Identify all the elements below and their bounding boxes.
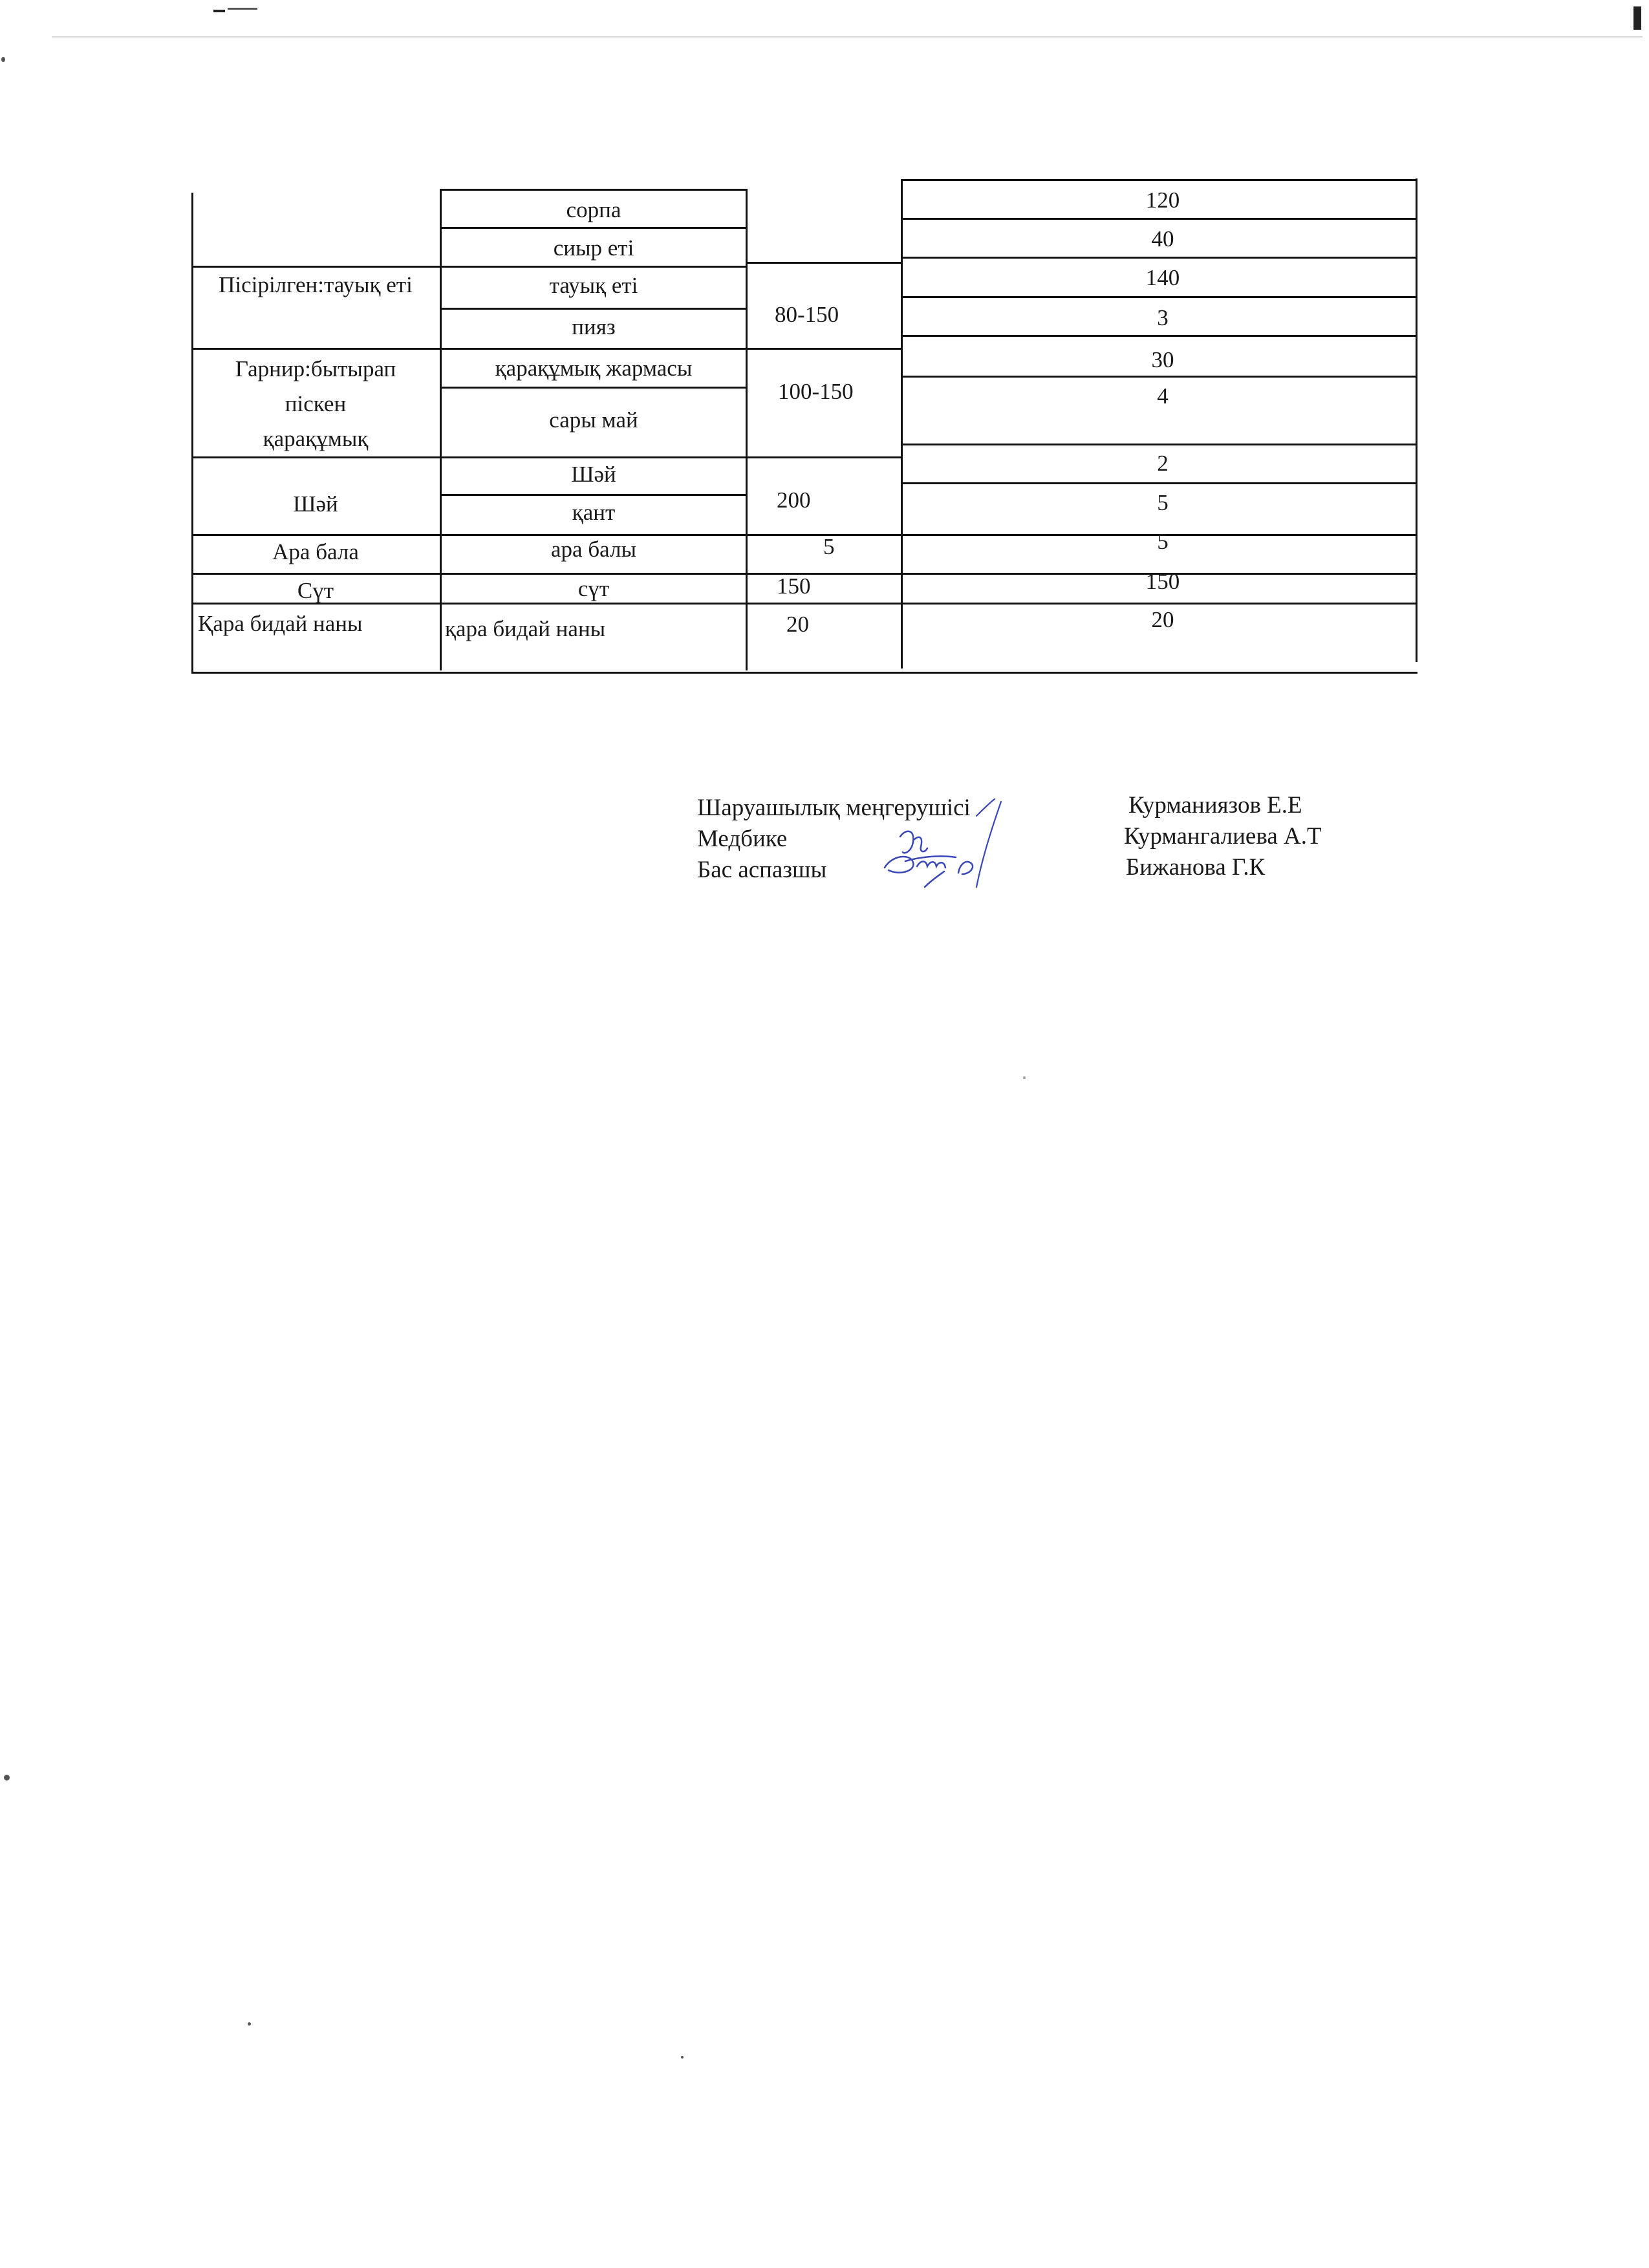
row-line (901, 482, 1417, 484)
row-line (901, 376, 1417, 378)
amount-sorpa: 120 (1145, 187, 1180, 213)
ingredient-onion: пияз (572, 314, 616, 339)
dish-bread: Қара бидай наны (198, 611, 363, 636)
row-line (901, 444, 1417, 445)
row-line (191, 266, 747, 268)
amount-buckwheat: 30 (1151, 347, 1174, 372)
ingredient-sugar: қант (572, 500, 616, 525)
row-line (191, 603, 1417, 604)
signatory-name-nurse: Курмангалиева А.Т (1124, 823, 1322, 850)
table-divider (746, 189, 748, 670)
row-line (746, 262, 902, 264)
amount-butter: 4 (1157, 383, 1169, 409)
ingredient-milk: сүт (577, 576, 610, 601)
ingredient-bread: қара бидай наны (445, 616, 606, 641)
signatory-name-chef: Бижанова Г.К (1126, 854, 1266, 881)
scan-speck (681, 2056, 684, 2059)
amount-tea: 2 (1157, 451, 1169, 476)
ingredient-sorpa: сорпа (566, 197, 621, 222)
dish-garnish-line1: Гарнир:бытырап (235, 356, 396, 381)
row-line (191, 534, 1417, 536)
amount-onion: 3 (1157, 305, 1169, 330)
scan-speck (248, 2022, 251, 2026)
ingredient-chicken: тауық еті (549, 273, 638, 298)
table-border-right (1416, 178, 1417, 662)
table-border-bottom (191, 672, 1417, 674)
row-line (901, 257, 1417, 259)
portion-milk: 150 (777, 573, 811, 599)
signatory-title-manager: Шаруашылық меңгерушісі (697, 795, 971, 821)
portion-honey: 5 (823, 534, 835, 559)
dish-tea: Шәй (293, 491, 338, 517)
table-border-left (191, 193, 193, 674)
table-divider (901, 181, 903, 669)
ingredient-butter: сары май (549, 407, 638, 433)
row-line (901, 335, 1417, 337)
row-line (440, 308, 747, 310)
dish-honey: Ара бала (272, 539, 359, 564)
table-border-top (440, 189, 747, 191)
row-line (440, 227, 747, 229)
portion-chicken: 80-150 (775, 302, 839, 327)
table-divider (440, 189, 442, 670)
ingredient-tea: Шәй (571, 462, 616, 487)
amount-milk: 150 (1145, 569, 1180, 594)
dish-boiled-chicken: Пісірілген:тауық еті (219, 272, 413, 297)
row-line (440, 387, 747, 389)
scan-speck (4, 1775, 10, 1781)
portion-bread: 20 (786, 612, 809, 637)
handwritten-signature (879, 790, 1041, 906)
row-line (191, 456, 902, 458)
signatory-title-nurse: Медбике (697, 826, 788, 852)
signatory-title-chef: Бас аспазшы (697, 857, 827, 883)
amount-sugar: 5 (1157, 490, 1169, 515)
row-line (191, 348, 902, 350)
amount-beef: 40 (1151, 226, 1174, 251)
dish-garnish-line3: қарақұмық (263, 426, 369, 451)
ingredient-beef: сиыр еті (553, 235, 634, 261)
dish-garnish-line2: піскен (285, 391, 347, 416)
portion-tea: 200 (777, 487, 811, 513)
scan-speck (1023, 1076, 1026, 1079)
table-border-top (901, 179, 1417, 181)
ingredient-buckwheat: қарақұмық жармасы (495, 356, 693, 381)
ingredient-honey: ара балы (551, 537, 636, 562)
dish-milk: Сүт (297, 578, 334, 603)
signatory-name-manager: Курманиязов Е.Е (1128, 792, 1302, 818)
row-line (901, 296, 1417, 298)
amount-bread: 20 (1151, 607, 1174, 632)
menu-table (0, 0, 1649, 711)
portion-garnish: 100-150 (778, 379, 854, 404)
row-line (901, 218, 1417, 220)
row-line (440, 494, 747, 496)
amount-chicken: 140 (1145, 265, 1180, 290)
amount-honey: 5 (1157, 529, 1169, 554)
